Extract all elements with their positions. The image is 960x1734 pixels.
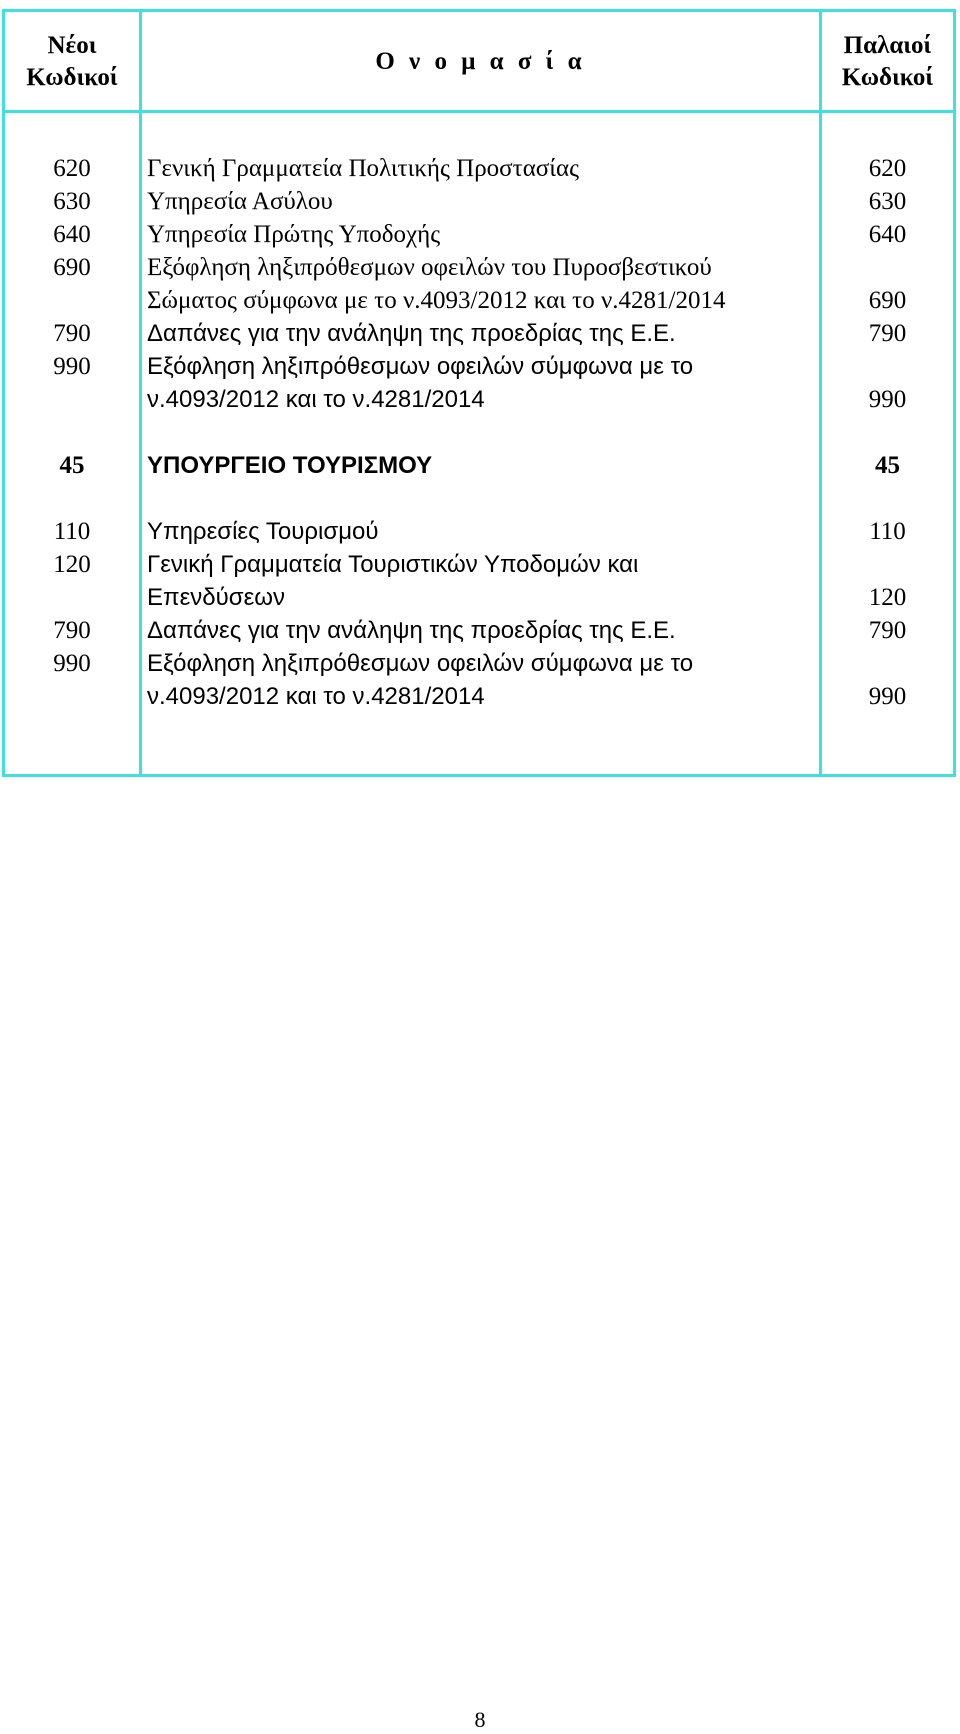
page-number: 8 <box>474 1707 486 1732</box>
codes-table: Νέοι Κωδικοί Ο ν ο μ α σ ί α Παλαιοί Κωδικοί 620 Γενική Γραμματεία Πολιτικής Προστασίας 620 630 Υπηρεσία Ασύλου 630 640 Υπηρεσία Πρώτης Υποδοχής 640 690 Εξόφληση ληξιπρόθεσμων οφειλών του Πυροσβεστικού Σώματος σύμφωνα με το ν.4093/2012 και το ν.4281/2014 690 790 Δαπάνες για την ανάληψη της προεδρίας της Ε.Ε. 790 990 Εξόφληση ληξιπρόθεσμων οφειλών σύμφωνα με το ν.4093/2012 και το ν.4281/2014 990 45 ΥΠΟΥΡΓΕΙΟ ΤΟΥΡΙΣΜΟΥ 45 110 Υπηρεσίες Τουρισμού 110 120 Γενική Γραμματεία Τουριστικών Υποδομών και Επενδύσεων 120 790 Δαπάνες για την ανάληψη της προεδρίας της Ε.Ε. 790 990 Εξόφληση ληξιπρόθεσμων οφειλών σύμφωνα με το ν.4093/2012 και το ν.4281/2014 990 <box>2 9 956 777</box>
column-divider <box>139 12 142 774</box>
header-name: Ο ν ο μ α σ ί α <box>375 48 586 75</box>
header-new-codes: Νέοι Κωδικοί <box>26 32 118 91</box>
header-divider <box>5 110 953 113</box>
header-old-codes: Παλαιοί Κωδικοί <box>841 32 934 91</box>
